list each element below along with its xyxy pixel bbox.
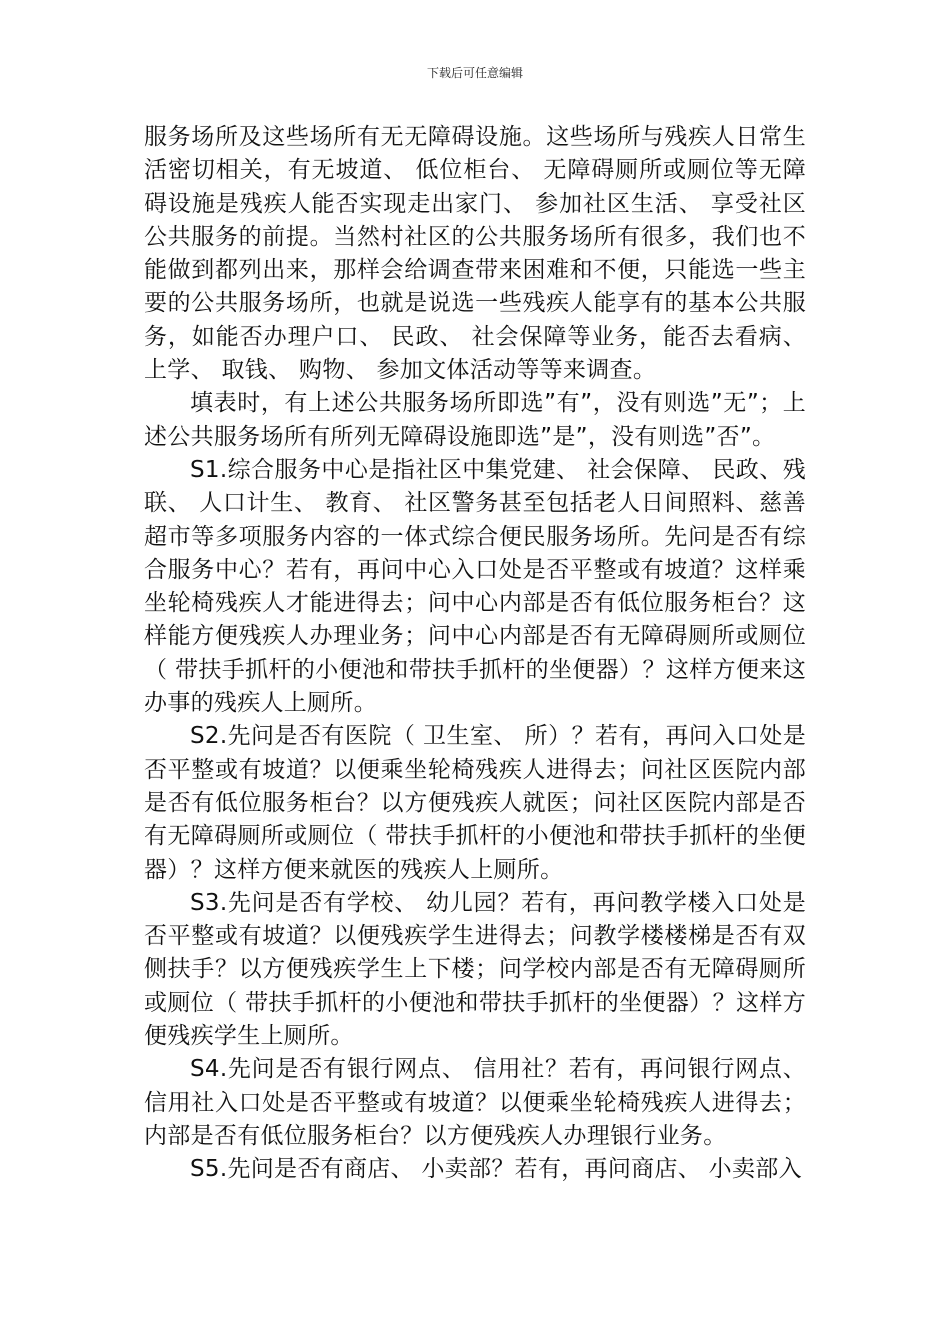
paragraph-s1-service-center: S1.综合服务中心是指社区中集党建、 社会保障、 民政、残联、 人口计生、 教育、 社区警务甚至包括老人日间照料、慈善超市等多项服务内容的一体式综合便民服务场所。先问是否有综合服务中心？若有，再问中心入口处是否平整或有坡道？这样乘坐轮椅残疾人才能进得去；问中心内部是否有低位服务柜台？这样能方便残疾人办理业务；问中心内部是否有无障碍厕所或厕位（ 带扶手抓杆的小便池和带扶手抓杆的坐便器）？这样方便来这办事的残疾人上厕所。: [144, 456, 806, 717]
paragraph-s5-shop: S5.先问是否有商店、 小卖部？若有，再问商店、 小卖部入: [190, 1156, 802, 1183]
page-header: 下载后可任意编辑: [426, 66, 523, 80]
paragraph-fill-instructions: 填表时，有上述公共服务场所即选”有”，没有则选”无”；上述公共服务场所有所列无障碍设施即选”是”，没有则选”否”。: [144, 390, 806, 450]
document-body: [144, 121, 806, 1187]
paragraph-s2-hospital: S2.先问是否有医院（ 卫生室、 所）？若有，再问入口处是否平整或有坡道？以便乘坐轮椅残疾人进得去；问社区医院内部是否有低位服务柜台？以方便残疾人就医；问社区医院内部是否有无障碍厕所或厕位（ 带扶手抓杆的小便池和带扶手抓杆的坐便器）？这样方便来就医的残疾人上厕所。: [144, 723, 806, 883]
paragraph-s4-bank: S4.先问是否有银行网点、 信用社？若有，再问银行网点、信用社入口处是否平整或有坡道？以便乘坐轮椅残疾人进得去；内部是否有低位服务柜台？以方便残疾人办理银行业务。: [144, 1056, 806, 1149]
paragraph-s3-school: S3.先问是否有学校、 幼儿园？若有，再问教学楼入口处是否平整或有坡道？以便残疾学生进得去；问教学楼楼梯是否有双侧扶手？以方便残疾学生上下楼；问学校内部是否有无障碍厕所或厕位（ 带扶手抓杆的小便池和带扶手抓杆的坐便器）？这样方便残疾学生上厕所。: [144, 889, 806, 1050]
paragraph-intro-continuation: 服务场所及这些场所有无无障碍设施。这些场所与残疾人日常生活密切相关，有无坡道、 低位柜台、 无障碍厕所或厕位等无障碍设施是残疾人能否实现走出家门、 参加社区生活、 享受社区公共服务的前提。当然村社区的公共服务场所有很多，我们也不能做到都列出来，那样会给调查带来困难和不便，只能选一些主要的公共服务场所，也就是说选一些残疾人能享有的基本公共服务，如能否办理户口、 民政、 社会保障等业务，能否去看病、上学、 取钱、 购物、 参加文体活动等等来调查。: [144, 124, 806, 384]
